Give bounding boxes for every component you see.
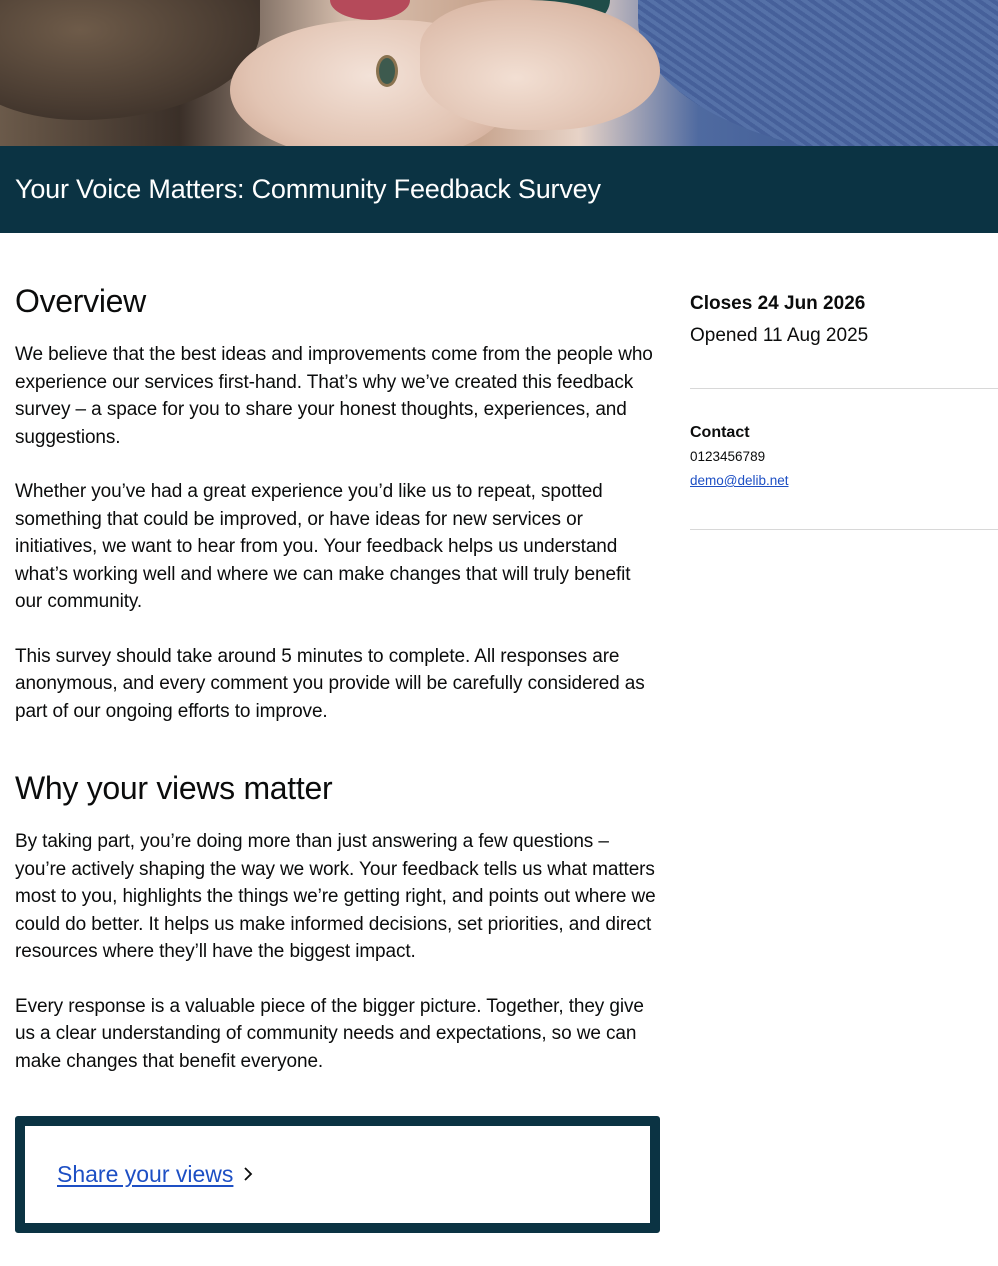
share-your-views-link[interactable] [57,1161,253,1188]
contact-block [690,389,998,529]
title-banner [0,146,998,233]
divider [690,529,998,530]
overview-heading: Overview [15,283,146,319]
share-views-box [15,1116,660,1233]
why-heading: Why your views matter [15,770,333,806]
share-your-views-label: Share your views [57,1161,234,1187]
contact-phone: 0123456789 [690,449,766,464]
page-title: Your Voice Matters: Community Feedback Survey [15,174,601,204]
overview-paragraph: We believe that the best ideas and improvements come from the people who experience our services first-hand. That’s why we’ve created this feedback survey – a space for you to share your honest thoughts, experiences, and suggestions. [15,344,653,448]
closing-date: Closes 24 Jun 2026 [690,293,866,314]
sidebar [690,291,998,530]
contact-heading: Contact [690,424,750,441]
overview-paragraph: Whether you’ve had a great experience you’d like us to repeat, spotted something that could be improved, or have ideas for new services or initiatives, we want to hear from you. Your feedback helps us understand what’s working well and where we can make changes that will truly benefit our community. [15,481,631,612]
hero-hand [420,0,660,130]
hero-sleeve-right [638,0,998,146]
opening-date: Opened 11 Aug 2025 [690,325,869,346]
hero-sleeve-red [330,0,410,20]
contact-email-link[interactable]: demo@delib.net [690,473,789,488]
why-paragraph: Every response is a valuable piece of the bigger picture. Together, they give us a clear understanding of community needs and expectations, so we can make changes that benefit everyone. [15,995,644,1072]
chevron-right-icon [243,1162,253,1188]
overview-paragraph: This survey should take around 5 minutes to complete. All responses are anonymous, and every comment you provide will be carefully considered as part of our ongoing efforts to improve. [15,645,645,722]
main-column [15,281,660,1233]
hero-sleeve-left [0,0,260,120]
hero-image [0,0,998,146]
why-paragraph: By taking part, you’re doing more than just answering a few questions – you’re actively shaping the way we work. Your feedback tells us what matters most to you, highlights the things we’re getting right, and points out where we could do better. It helps us make informed decisions, set priorities, and direct resources where they’ll have the biggest impact. [15,831,656,962]
hero-ring [376,55,398,87]
